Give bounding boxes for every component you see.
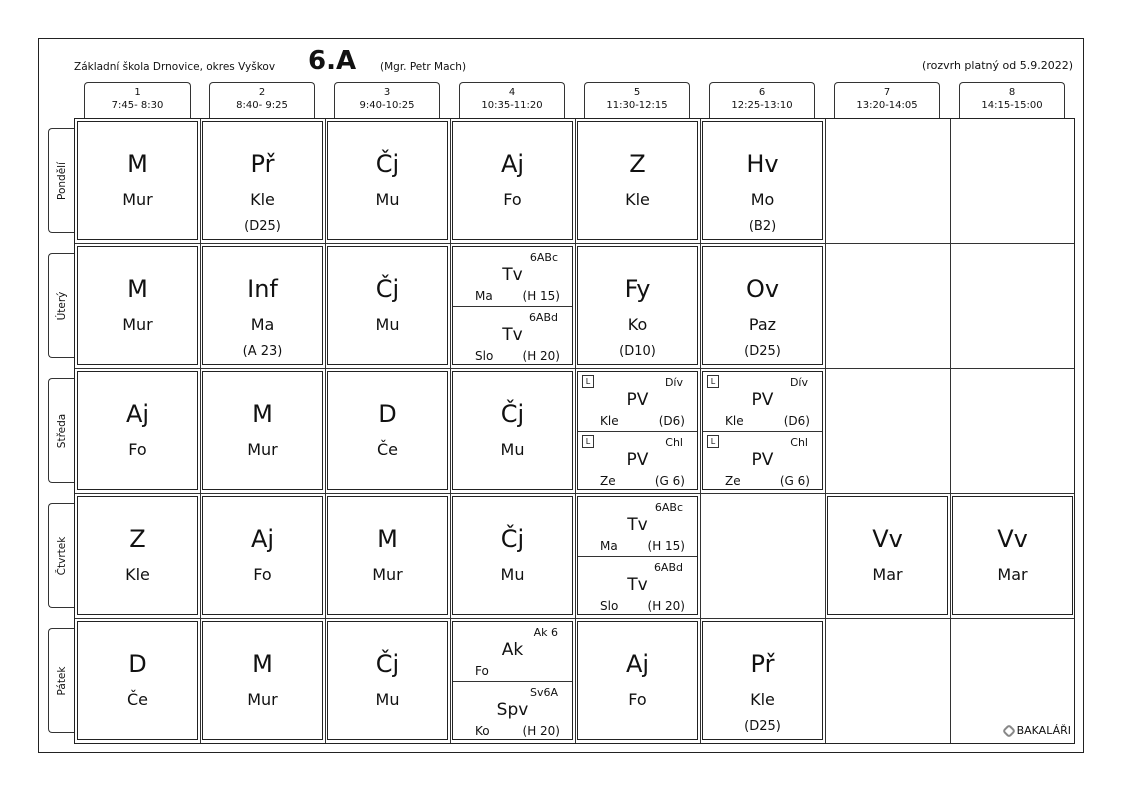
period-number: 8	[1008, 87, 1016, 98]
period-number: 4	[508, 87, 516, 98]
period-number: 5	[633, 87, 641, 98]
period-time: 13:20-14:05	[856, 100, 918, 111]
lesson-subject: Tv	[502, 265, 523, 285]
lesson-teacher: Mu	[500, 565, 525, 584]
group-lesson	[578, 556, 697, 615]
lesson-cell	[577, 621, 698, 740]
lesson-teacher: Mo	[750, 190, 775, 209]
lesson-teacher: Mur	[247, 440, 278, 459]
lesson-cell	[452, 121, 573, 240]
lesson-subject: Tv	[502, 325, 523, 345]
period-time: 7:45- 8:30	[111, 100, 164, 111]
class-teacher: (Mgr. Petr Mach)	[380, 61, 467, 73]
bakalari-logo-icon	[1002, 723, 1016, 737]
lesson-teacher: Mur	[372, 565, 403, 584]
period-tab-7	[834, 82, 940, 119]
period-number: 6	[758, 87, 766, 98]
lesson-subject: M	[127, 275, 148, 303]
lesson-room: (H 15)	[522, 289, 560, 303]
lesson-subject: M	[252, 400, 273, 428]
split-lesson-cell	[577, 371, 698, 490]
lesson-teacher: Mar	[997, 565, 1028, 584]
lesson-cell	[77, 246, 198, 365]
lesson-teacher: Kle	[625, 190, 650, 209]
lesson-subject: D	[378, 400, 397, 428]
lesson-teacher: Ma	[600, 539, 618, 553]
day-label: Čtvrtek	[55, 536, 68, 575]
lesson-subject: Čj	[375, 275, 400, 303]
lesson-teacher: Mu	[375, 190, 400, 209]
lesson-mark: L	[582, 435, 594, 448]
lesson-cell	[577, 246, 698, 365]
lesson-cell	[702, 621, 823, 740]
period-time: 10:35-11:20	[481, 100, 543, 111]
lesson-cell	[202, 621, 323, 740]
lesson-teacher: Fo	[128, 440, 147, 459]
lesson-subject: Tv	[627, 515, 648, 535]
lesson-teacher: Mur	[247, 690, 278, 709]
lesson-room: (G 6)	[654, 474, 685, 488]
lesson-subject: PV	[626, 390, 649, 410]
lesson-teacher: Mar	[872, 565, 903, 584]
class-name: 6.A	[308, 46, 357, 76]
lesson-cell	[327, 121, 448, 240]
lesson-subject: Čj	[375, 650, 400, 678]
lesson-room: (D25)	[244, 219, 281, 234]
group-label: 6ABd	[653, 561, 683, 574]
lesson-subject: M	[127, 150, 148, 178]
lesson-room: (G 6)	[779, 474, 810, 488]
day-label: Pondělí	[55, 161, 68, 200]
lesson-subject: Z	[629, 150, 646, 178]
lesson-subject: Tv	[627, 575, 648, 595]
lesson-cell	[202, 496, 323, 615]
day-tab-monday	[48, 128, 74, 233]
group-lesson	[453, 247, 572, 306]
day-tab-tuesday	[48, 253, 74, 358]
group-label: 6ABd	[528, 311, 558, 324]
lesson-teacher: Če	[376, 440, 398, 459]
lesson-subject: Z	[129, 525, 146, 553]
lesson-room: (D6)	[783, 414, 810, 428]
period-time: 8:40- 9:25	[236, 100, 288, 111]
lesson-cell	[952, 496, 1073, 615]
period-time: 11:30-12:15	[606, 100, 668, 111]
group-label: Dív	[789, 376, 808, 389]
lesson-teacher: Ze	[725, 474, 741, 488]
lesson-teacher: Slo	[600, 599, 619, 613]
lesson-teacher: Fo	[253, 565, 272, 584]
lesson-cell	[202, 246, 323, 365]
day-tab-thursday	[48, 503, 74, 608]
lesson-teacher: Kle	[725, 414, 744, 428]
lesson-teacher: Kle	[125, 565, 150, 584]
lesson-subject: D	[128, 650, 147, 678]
valid-from: (rozvrh platný od 5.9.2022)	[922, 59, 1073, 72]
lesson-cell	[577, 121, 698, 240]
bakalari-logo	[1004, 724, 1071, 737]
period-tab-8	[959, 82, 1065, 119]
period-tab-3	[334, 82, 440, 119]
lesson-subject: Spv	[496, 700, 529, 720]
lesson-subject: Aj	[125, 400, 150, 428]
split-lesson-cell	[452, 621, 573, 740]
lesson-teacher: Mur	[122, 315, 153, 334]
lesson-teacher: Fo	[475, 664, 489, 678]
period-tab-2	[209, 82, 315, 119]
lesson-subject: Čj	[375, 150, 400, 178]
group-lesson	[703, 431, 822, 490]
timetable-grid	[74, 118, 1075, 744]
day-tab-friday	[48, 628, 74, 733]
lesson-teacher: Ze	[600, 474, 616, 488]
lesson-cell	[327, 496, 448, 615]
lesson-room: (A 23)	[242, 344, 283, 359]
lesson-subject: Vv	[872, 525, 903, 553]
lesson-subject: Př	[250, 150, 275, 178]
lesson-teacher: Mur	[122, 190, 153, 209]
period-tab-4	[459, 82, 565, 119]
day-label: Pátek	[55, 666, 68, 695]
group-label: Chl	[790, 436, 808, 449]
day-label: Úterý	[55, 291, 68, 320]
group-lesson	[453, 306, 572, 365]
lesson-teacher: Če	[126, 690, 148, 709]
lesson-subject: PV	[626, 450, 649, 470]
lesson-room: (D25)	[744, 719, 781, 734]
period-number: 2	[258, 87, 266, 98]
lesson-subject: Aj	[250, 525, 275, 553]
school-name: Základní škola Drnovice, okres Vyškov	[74, 61, 276, 73]
lesson-teacher: Mu	[500, 440, 525, 459]
lesson-teacher: Ko	[627, 315, 648, 334]
lesson-cell	[702, 246, 823, 365]
group-label: Chl	[665, 436, 683, 449]
lesson-cell	[327, 246, 448, 365]
period-number: 7	[883, 87, 891, 98]
group-label: Dív	[664, 376, 683, 389]
group-label: Sv6A	[529, 686, 558, 699]
lesson-teacher: Paz	[748, 315, 777, 334]
lesson-subject: Inf	[247, 275, 278, 303]
group-lesson	[453, 681, 572, 740]
lesson-subject: Vv	[997, 525, 1028, 553]
lesson-cell	[702, 121, 823, 240]
lesson-room: (B2)	[748, 219, 777, 234]
lesson-subject: M	[252, 650, 273, 678]
lesson-subject: Ov	[745, 275, 780, 303]
lesson-teacher: Mu	[375, 690, 400, 709]
lesson-cell	[452, 371, 573, 490]
lesson-teacher: Kle	[250, 190, 275, 209]
lesson-cell	[452, 496, 573, 615]
lesson-subject: Čj	[500, 400, 525, 428]
period-time: 9:40-10:25	[359, 100, 415, 111]
lesson-subject: Čj	[500, 525, 525, 553]
lesson-subject: M	[377, 525, 398, 553]
period-tab-1	[84, 82, 191, 119]
lesson-cell	[77, 621, 198, 740]
lesson-mark: L	[582, 375, 594, 388]
lesson-cell	[827, 496, 948, 615]
lesson-cell	[327, 371, 448, 490]
group-label: 6ABc	[654, 501, 683, 514]
lesson-cell	[202, 371, 323, 490]
period-time: 14:15-15:00	[981, 100, 1043, 111]
lesson-subject: Př	[750, 650, 775, 678]
day-label: Středa	[55, 413, 68, 448]
lesson-room: (H 20)	[522, 724, 560, 738]
split-lesson-cell	[577, 496, 698, 615]
split-lesson-cell	[702, 371, 823, 490]
lesson-subject: Ak	[501, 640, 524, 660]
day-tab-wednesday	[48, 378, 74, 483]
lesson-room: (H 20)	[522, 349, 560, 363]
lesson-subject: Aj	[625, 650, 650, 678]
period-number: 3	[383, 87, 391, 98]
group-lesson	[578, 497, 697, 556]
split-lesson-cell	[452, 246, 573, 365]
logo-text: BAKALÁŘI	[1016, 724, 1071, 737]
period-tab-6	[709, 82, 815, 119]
lesson-subject: PV	[751, 390, 774, 410]
period-number: 1	[134, 87, 141, 98]
lesson-cell	[327, 621, 448, 740]
lesson-subject: PV	[751, 450, 774, 470]
group-lesson	[703, 372, 822, 431]
lesson-teacher: Mu	[375, 315, 400, 334]
group-lesson	[578, 372, 697, 431]
lesson-room: (D10)	[619, 344, 656, 359]
lesson-teacher: Fo	[628, 690, 647, 709]
lesson-subject: Hv	[746, 150, 779, 178]
lesson-cell	[77, 121, 198, 240]
period-tab-5	[584, 82, 690, 119]
group-label: Ak 6	[533, 626, 558, 639]
lesson-room: (H 20)	[647, 599, 685, 613]
lesson-teacher: Ko	[475, 724, 490, 738]
group-label: 6ABc	[529, 251, 558, 264]
lesson-teacher: Ma	[475, 289, 493, 303]
lesson-teacher: Kle	[600, 414, 619, 428]
period-time: 12:25-13:10	[731, 100, 793, 111]
group-lesson	[578, 431, 697, 490]
lesson-cell	[77, 371, 198, 490]
lesson-mark: L	[707, 375, 719, 388]
lesson-mark: L	[707, 435, 719, 448]
lesson-teacher: Slo	[475, 349, 494, 363]
lesson-subject: Fy	[624, 275, 651, 303]
lesson-room: (D25)	[744, 344, 781, 359]
lesson-cell	[77, 496, 198, 615]
lesson-room: (H 15)	[647, 539, 685, 553]
lesson-subject: Aj	[500, 150, 525, 178]
lesson-teacher: Fo	[503, 190, 522, 209]
lesson-room: (D6)	[658, 414, 685, 428]
lesson-teacher: Kle	[750, 690, 775, 709]
lesson-teacher: Ma	[250, 315, 275, 334]
group-lesson	[453, 622, 572, 681]
lesson-cell	[202, 121, 323, 240]
